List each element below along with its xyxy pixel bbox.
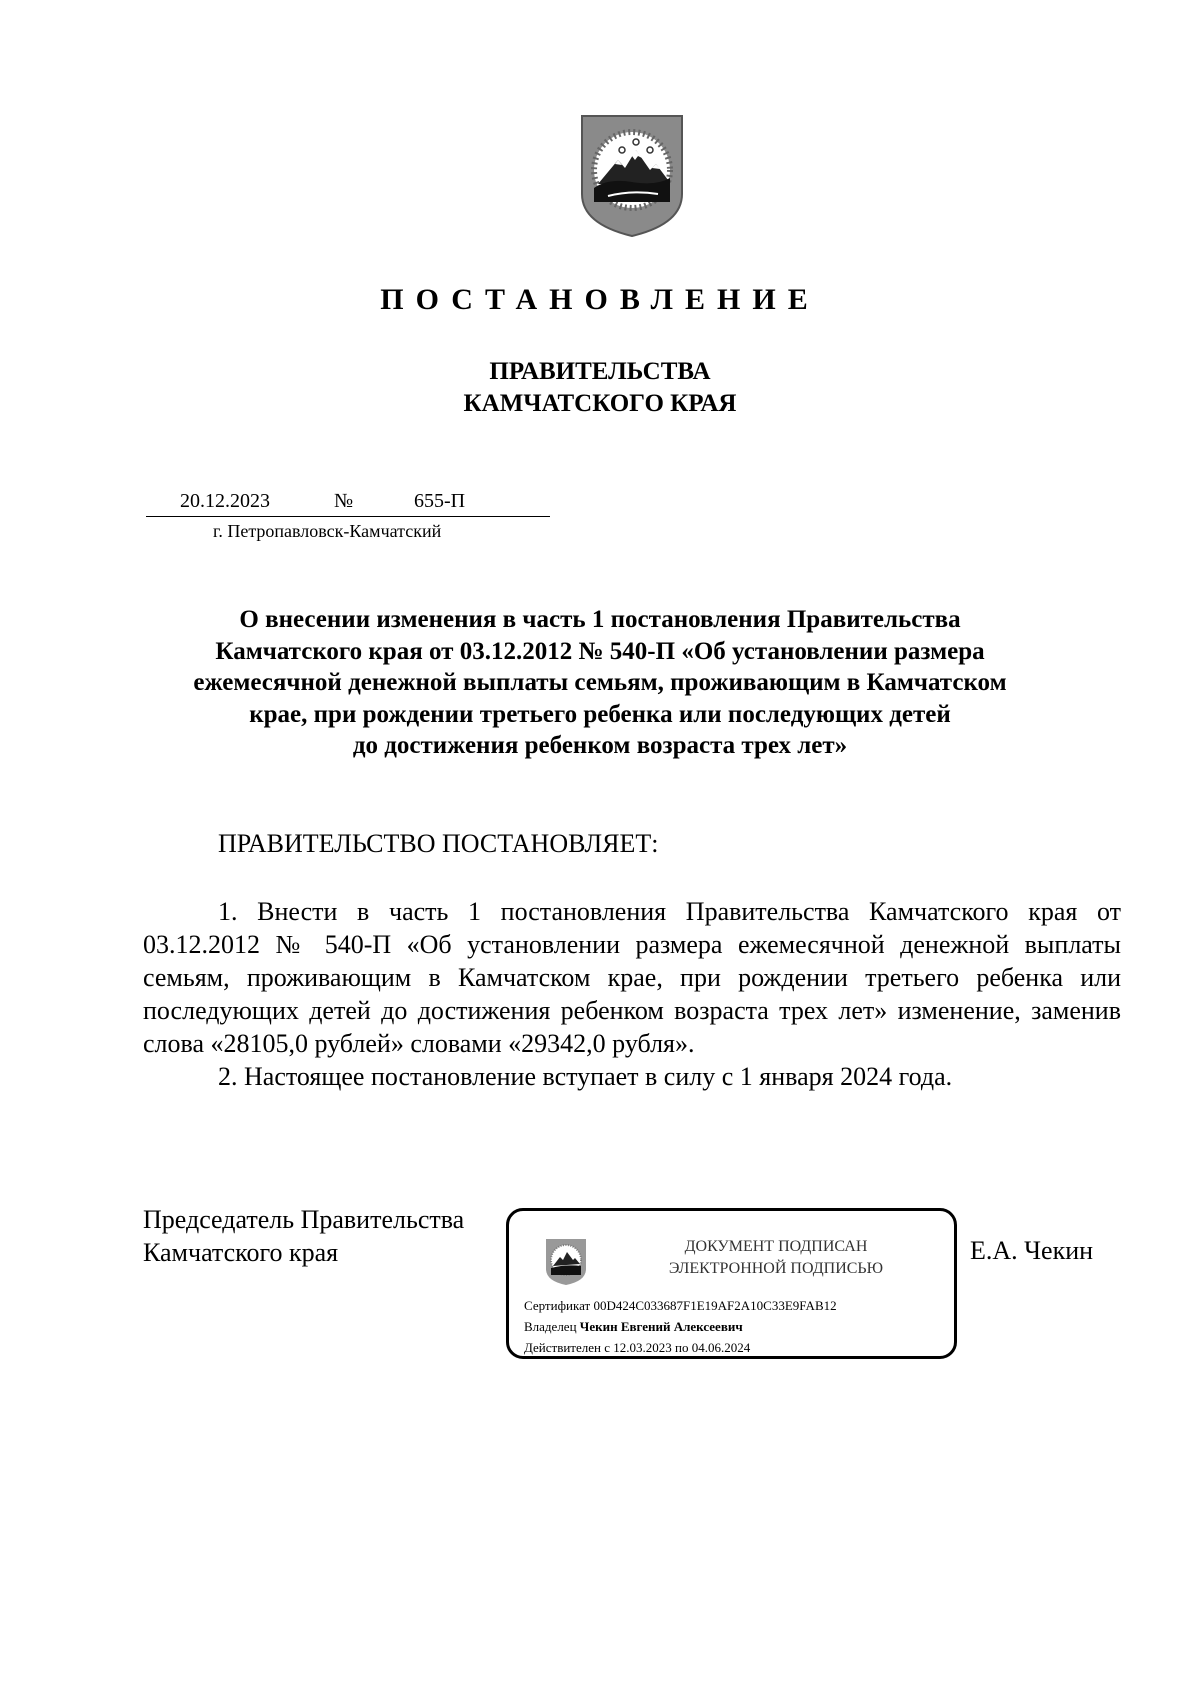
signer-name: Е.А. Чекин bbox=[970, 1236, 1094, 1265]
title-line: крае, при рождении третьего ребенка или последующих детей bbox=[249, 700, 951, 728]
registration-underline bbox=[146, 516, 550, 517]
body-paragraph: 2. Настоящее постановление вступает в силу с 1 января 2024 года. bbox=[218, 1062, 953, 1091]
owner-label: Владелец bbox=[524, 1319, 577, 1334]
signer-position bbox=[143, 1203, 464, 1269]
valid-label: Действителен с bbox=[524, 1340, 610, 1355]
authority-line: ПРАВИТЕЛЬСТВА bbox=[489, 358, 711, 385]
document-date: 20.12.2023 bbox=[180, 490, 270, 512]
registration-line bbox=[146, 490, 550, 516]
authority-line: КАМЧАТСКОГО КРАЯ bbox=[463, 390, 737, 417]
signer-position-line: Председатель Правительства bbox=[143, 1205, 465, 1234]
title-line: О внесении изменения в часть 1 постановления Правительства bbox=[239, 606, 961, 633]
document-title bbox=[120, 604, 1080, 762]
owner-row bbox=[524, 1316, 837, 1337]
number-label: № bbox=[334, 490, 354, 512]
body-paragraph: 1. Внести в часть 1 постановления Правительства Камчатского края от 03.12.2012 № 540-П «Об установлении размера ежемесячной денежной выплаты семьям, проживающим в Камчатском крае, при рождении третьего ребенка или последующих детей до достижения ребенком возраста трех лет» изменение, заменив слова «28105,0 рублей» словами «29342,0 рубля». bbox=[143, 897, 1121, 1058]
signer-position-line: Камчатского края bbox=[143, 1238, 339, 1267]
title-line: ежемесячной денежной выплаты семьям, проживающим в Камчатском bbox=[193, 669, 1007, 696]
stamp-title-line: ЭЛЕКТРОННОЙ ПОДПИСЬЮ bbox=[668, 1260, 884, 1277]
document-city: г. Петропавловск-Камчатский bbox=[213, 521, 442, 541]
valid-to-label: по bbox=[675, 1340, 689, 1355]
certificate-value: 00D424C033687F1E19AF2A10C33E9FAB12 bbox=[593, 1298, 837, 1313]
owner-value: Чекин Евгений Алексеевич bbox=[579, 1319, 743, 1334]
preamble: ПРАВИТЕЛЬСТВО ПОСТАНОВЛЯЕТ: bbox=[218, 829, 659, 858]
certificate-row bbox=[524, 1295, 837, 1316]
title-line: до достижения ребенком возраста трех лет» bbox=[352, 732, 848, 759]
document-number: 655-П bbox=[414, 490, 466, 512]
certificate-label: Сертификат bbox=[524, 1298, 591, 1313]
valid-from: 12.03.2023 bbox=[613, 1340, 672, 1355]
issuing-authority bbox=[0, 356, 1200, 420]
stamp-title bbox=[609, 1236, 943, 1280]
valid-to: 04.06.2024 bbox=[691, 1340, 751, 1355]
document-body bbox=[143, 895, 1121, 1093]
stamp-details bbox=[524, 1295, 837, 1358]
document-type: ПОСТАНОВЛЕНИЕ bbox=[380, 283, 820, 316]
stamp-emblem-icon bbox=[544, 1237, 588, 1287]
coat-of-arms-icon bbox=[578, 112, 686, 238]
electronic-signature-stamp bbox=[506, 1208, 957, 1359]
title-line: Камчатского края от 03.12.2012 № 540-П «Об установлении размера bbox=[215, 637, 985, 665]
validity-row bbox=[524, 1337, 837, 1358]
stamp-title-line: ДОКУМЕНТ ПОДПИСАН bbox=[684, 1238, 868, 1255]
